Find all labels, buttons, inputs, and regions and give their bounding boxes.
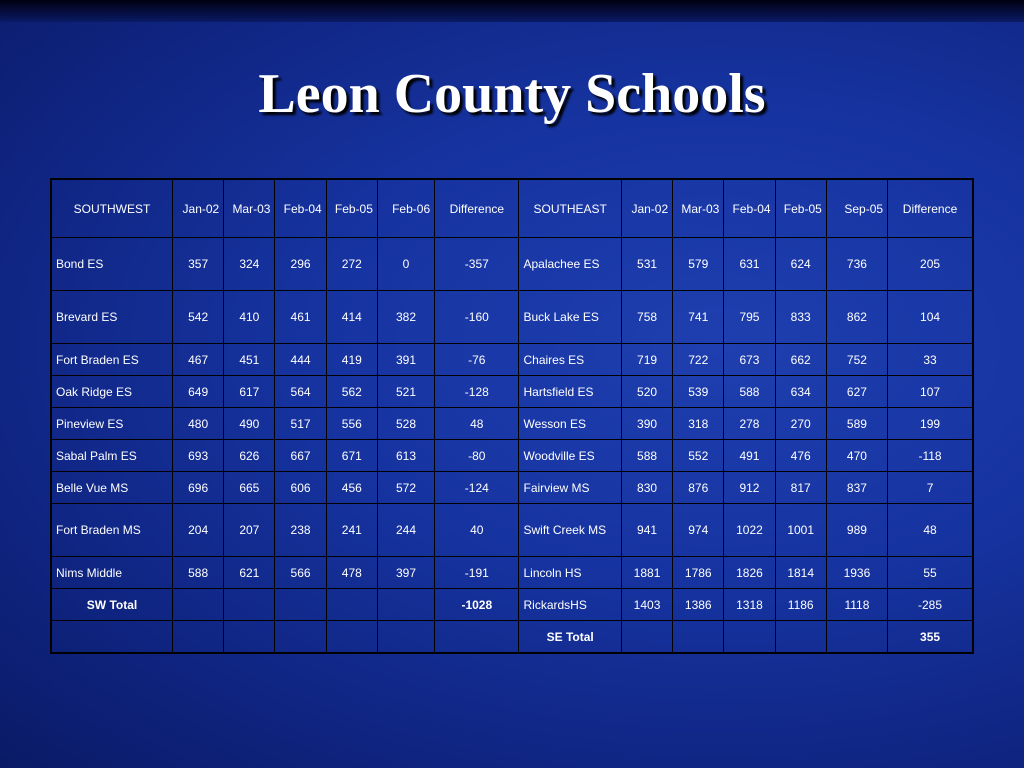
school-name: Bond ES [51, 238, 173, 291]
empty-cell [173, 621, 224, 654]
enrollment-value: 531 [621, 238, 672, 291]
empty-cell [377, 621, 434, 654]
enrollment-value: 696 [173, 472, 224, 504]
enrollment-value: 588 [173, 557, 224, 589]
enrollment-value: 278 [724, 408, 775, 440]
difference-value: -191 [435, 557, 519, 589]
difference-value: 199 [888, 408, 973, 440]
enrollment-value: 627 [826, 376, 887, 408]
enrollment-value: 490 [224, 408, 275, 440]
enrollment-value: 556 [326, 408, 377, 440]
enrollment-value: 1936 [826, 557, 887, 589]
school-name: Chaires ES [519, 344, 621, 376]
enrollment-value: 741 [673, 291, 724, 344]
empty-cell [173, 589, 224, 621]
column-header: Feb-06 [377, 179, 434, 238]
enrollment-value: 391 [377, 344, 434, 376]
enrollment-value: 444 [275, 344, 326, 376]
enrollment-value: 912 [724, 472, 775, 504]
table-row [51, 408, 973, 440]
empty-cell [673, 621, 724, 654]
empty-cell [435, 621, 519, 654]
difference-value: -357 [435, 238, 519, 291]
difference-value: -80 [435, 440, 519, 472]
enrollment-value: 572 [377, 472, 434, 504]
empty-cell [326, 621, 377, 654]
school-name: Pineview ES [51, 408, 173, 440]
difference-value: -76 [435, 344, 519, 376]
difference-value: -285 [888, 589, 973, 621]
empty-cell [275, 589, 326, 621]
southeast-header: SOUTHEAST [519, 179, 621, 238]
school-name: Brevard ES [51, 291, 173, 344]
enrollment-value: 410 [224, 291, 275, 344]
enrollment-value: 617 [224, 376, 275, 408]
table-row [51, 504, 973, 557]
difference-value: 107 [888, 376, 973, 408]
enrollment-value: 238 [275, 504, 326, 557]
enrollment-value: 521 [377, 376, 434, 408]
enrollment-value: 207 [224, 504, 275, 557]
enrollment-value: 876 [673, 472, 724, 504]
enrollment-value: 451 [224, 344, 275, 376]
enrollment-value: 272 [326, 238, 377, 291]
se-total-value: 355 [888, 621, 973, 654]
empty-cell [275, 621, 326, 654]
enrollment-value: 589 [826, 408, 887, 440]
school-enrollment-table [50, 178, 974, 654]
school-name: Swift Creek MS [519, 504, 621, 557]
header-row [51, 179, 973, 238]
enrollment-value: 830 [621, 472, 672, 504]
enrollment-value: 752 [826, 344, 887, 376]
empty-cell [621, 621, 672, 654]
difference-value: 40 [435, 504, 519, 557]
enrollment-value: 833 [775, 291, 826, 344]
enrollment-value: 467 [173, 344, 224, 376]
column-header: Jan-02 [621, 179, 672, 238]
school-name: Fort Braden MS [51, 504, 173, 557]
enrollment-value: 244 [377, 504, 434, 557]
top-gradient-bar [0, 0, 1024, 22]
table-row [51, 238, 973, 291]
enrollment-value: 1403 [621, 589, 672, 621]
enrollment-value: 588 [724, 376, 775, 408]
enrollment-value: 419 [326, 344, 377, 376]
enrollment-value: 989 [826, 504, 887, 557]
column-header: Mar-03 [673, 179, 724, 238]
table-row [51, 589, 973, 621]
enrollment-value: 357 [173, 238, 224, 291]
enrollment-value: 634 [775, 376, 826, 408]
enrollment-value: 270 [775, 408, 826, 440]
enrollment-value: 476 [775, 440, 826, 472]
enrollment-value: 665 [224, 472, 275, 504]
enrollment-value: 613 [377, 440, 434, 472]
enrollment-value: 671 [326, 440, 377, 472]
enrollment-value: 837 [826, 472, 887, 504]
enrollment-value: 414 [326, 291, 377, 344]
empty-cell [377, 589, 434, 621]
enrollment-value: 667 [275, 440, 326, 472]
enrollment-value: 1386 [673, 589, 724, 621]
school-name: Wesson ES [519, 408, 621, 440]
sw-total-value: -1028 [435, 589, 519, 621]
enrollment-value: 1814 [775, 557, 826, 589]
table-row [51, 344, 973, 376]
enrollment-value: 539 [673, 376, 724, 408]
school-name: Woodville ES [519, 440, 621, 472]
school-name: Fort Braden ES [51, 344, 173, 376]
difference-value: -128 [435, 376, 519, 408]
enrollment-value: 673 [724, 344, 775, 376]
table-row [51, 557, 973, 589]
difference-value: 205 [888, 238, 973, 291]
enrollment-value: 517 [275, 408, 326, 440]
difference-value: 48 [435, 408, 519, 440]
enrollment-value: 241 [326, 504, 377, 557]
enrollment-value: 621 [224, 557, 275, 589]
column-header: Feb-05 [326, 179, 377, 238]
enrollment-value: 564 [275, 376, 326, 408]
enrollment-value: 588 [621, 440, 672, 472]
enrollment-value: 480 [173, 408, 224, 440]
enrollment-value: 296 [275, 238, 326, 291]
enrollment-value: 397 [377, 557, 434, 589]
enrollment-value: 1186 [775, 589, 826, 621]
difference-value: -160 [435, 291, 519, 344]
enrollment-value: 491 [724, 440, 775, 472]
school-name: Oak Ridge ES [51, 376, 173, 408]
slide-title: Leon County Schools [258, 63, 766, 125]
enrollment-value: 470 [826, 440, 887, 472]
enrollment-value: 722 [673, 344, 724, 376]
school-name: Apalachee ES [519, 238, 621, 291]
table-row [51, 472, 973, 504]
enrollment-value: 461 [275, 291, 326, 344]
school-name: Nims Middle [51, 557, 173, 589]
school-name: Lincoln HS [519, 557, 621, 589]
enrollment-value: 566 [275, 557, 326, 589]
enrollment-value: 1826 [724, 557, 775, 589]
school-name: RickardsHS [519, 589, 621, 621]
column-header: Feb-05 [775, 179, 826, 238]
column-header: Jan-02 [173, 179, 224, 238]
enrollment-value: 1786 [673, 557, 724, 589]
difference-value: 104 [888, 291, 973, 344]
difference-header: Difference [435, 179, 519, 238]
enrollment-value: 579 [673, 238, 724, 291]
school-name: Fairview MS [519, 472, 621, 504]
difference-value: 33 [888, 344, 973, 376]
enrollment-value: 390 [621, 408, 672, 440]
enrollment-value: 528 [377, 408, 434, 440]
table-row [51, 440, 973, 472]
enrollment-value: 626 [224, 440, 275, 472]
difference-value: -124 [435, 472, 519, 504]
empty-cell [326, 589, 377, 621]
difference-value: -118 [888, 440, 973, 472]
table-row [51, 621, 973, 654]
southwest-header: SOUTHWEST [51, 179, 173, 238]
enrollment-value: 1001 [775, 504, 826, 557]
enrollment-value: 552 [673, 440, 724, 472]
empty-cell [775, 621, 826, 654]
column-header: Feb-04 [275, 179, 326, 238]
column-header: Mar-03 [224, 179, 275, 238]
enrollment-value: 758 [621, 291, 672, 344]
column-header: Feb-04 [724, 179, 775, 238]
enrollment-value: 817 [775, 472, 826, 504]
se-total-label: SE Total [519, 621, 621, 654]
enrollment-value: 456 [326, 472, 377, 504]
enrollment-value: 382 [377, 291, 434, 344]
empty-cell [826, 621, 887, 654]
enrollment-value: 631 [724, 238, 775, 291]
enrollment-value: 324 [224, 238, 275, 291]
enrollment-value: 662 [775, 344, 826, 376]
empty-cell [51, 621, 173, 654]
difference-value: 7 [888, 472, 973, 504]
enrollment-value: 974 [673, 504, 724, 557]
enrollment-value: 478 [326, 557, 377, 589]
enrollment-value: 204 [173, 504, 224, 557]
column-header: Sep-05 [826, 179, 887, 238]
enrollment-value: 0 [377, 238, 434, 291]
enrollment-value: 736 [826, 238, 887, 291]
school-name: Belle Vue MS [51, 472, 173, 504]
difference-value: 48 [888, 504, 973, 557]
enrollment-value: 649 [173, 376, 224, 408]
enrollment-value: 719 [621, 344, 672, 376]
enrollment-value: 318 [673, 408, 724, 440]
table-row [51, 291, 973, 344]
enrollment-value: 1022 [724, 504, 775, 557]
enrollment-value: 941 [621, 504, 672, 557]
difference-header: Difference [888, 179, 973, 238]
enrollment-value: 542 [173, 291, 224, 344]
enrollment-value: 606 [275, 472, 326, 504]
enrollment-value: 795 [724, 291, 775, 344]
enrollment-value: 624 [775, 238, 826, 291]
enrollment-value: 562 [326, 376, 377, 408]
enrollment-value: 1881 [621, 557, 672, 589]
table-row [51, 376, 973, 408]
enrollment-value: 1118 [826, 589, 887, 621]
enrollment-value: 520 [621, 376, 672, 408]
empty-cell [224, 621, 275, 654]
enrollment-value: 862 [826, 291, 887, 344]
school-name: Hartsfield ES [519, 376, 621, 408]
school-name: Buck Lake ES [519, 291, 621, 344]
empty-cell [224, 589, 275, 621]
enrollment-value: 693 [173, 440, 224, 472]
empty-cell [724, 621, 775, 654]
school-name: Sabal Palm ES [51, 440, 173, 472]
sw-total-label: SW Total [51, 589, 173, 621]
enrollment-value: 1318 [724, 589, 775, 621]
difference-value: 55 [888, 557, 973, 589]
